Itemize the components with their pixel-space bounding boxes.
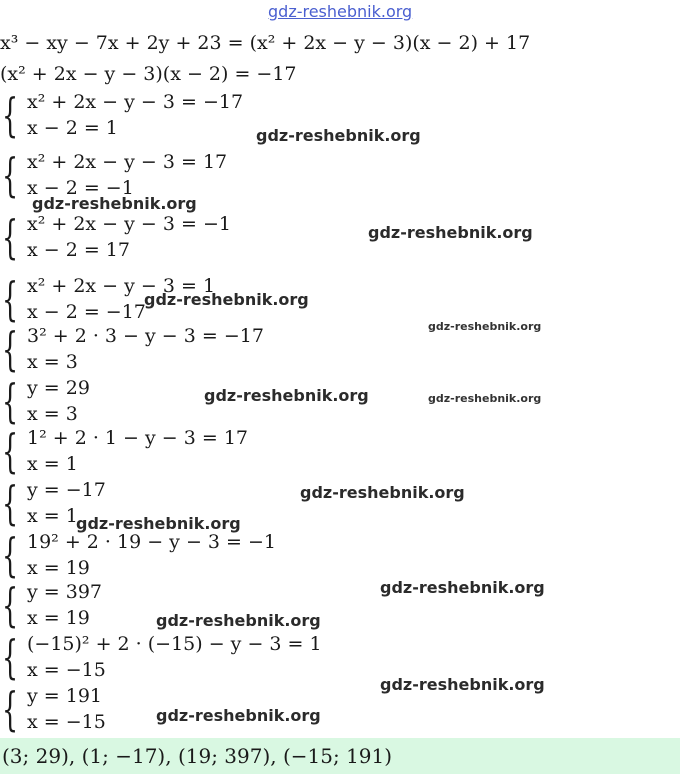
system-row: x = 3	[27, 403, 78, 425]
system-row: x² + 2x − y − 3 = −1	[27, 213, 231, 235]
equation-line-2: (x² + 2x − y − 3)(x − 2) = −17	[0, 63, 297, 85]
system-row: 1² + 2 · 1 − y − 3 = 17	[27, 427, 248, 449]
system-row: x − 2 = −17	[27, 301, 146, 323]
system-row: x = 1	[27, 505, 78, 527]
watermark: gdz-reshebnik.org	[428, 392, 542, 405]
watermark: gdz-reshebnik.org	[300, 483, 465, 502]
left-brace-icon: {	[2, 322, 19, 376]
watermark: gdz-reshebnik.org	[204, 386, 369, 405]
left-brace-icon: {	[2, 476, 19, 530]
system-row: y = 397	[27, 581, 102, 603]
watermark: gdz-reshebnik.org	[144, 290, 309, 309]
watermark-top: gdz-reshebnik.org	[268, 2, 413, 21]
system-row: x = −15	[27, 659, 106, 681]
system-row: x² + 2x − y − 3 = −17	[27, 91, 244, 113]
watermark: gdz-reshebnik.org	[380, 578, 545, 597]
left-brace-icon: {	[2, 630, 19, 684]
left-brace-icon: {	[2, 210, 19, 264]
left-brace-icon: {	[2, 682, 19, 736]
system-row: x − 2 = −1	[27, 177, 134, 199]
system-row: x = 3	[27, 351, 78, 373]
system-row: (−15)² + 2 · (−15) − y − 3 = 1	[27, 633, 322, 655]
answer-bar: (3; 29), (1; −17), (19; 397), (−15; 191)	[0, 738, 680, 774]
system-row: 19² + 2 · 19 − y − 3 = −1	[27, 531, 277, 553]
system-row: x = −15	[27, 711, 106, 733]
left-brace-icon: {	[2, 578, 19, 632]
system-row: x² + 2x − y − 3 = 1	[27, 275, 216, 297]
system-row: y = −17	[27, 479, 106, 501]
system-row: y = 29	[27, 377, 90, 399]
watermark: gdz-reshebnik.org	[428, 320, 542, 333]
watermark: gdz-reshebnik.org	[256, 126, 421, 145]
system-row: x² + 2x − y − 3 = 17	[27, 151, 228, 173]
system-row: x = 1	[27, 453, 78, 475]
watermark: gdz-reshebnik.org	[156, 706, 321, 725]
watermark: gdz-reshebnik.org	[156, 611, 321, 630]
system-row: 3² + 2 · 3 − y − 3 = −17	[27, 325, 264, 347]
system-row: x = 19	[27, 557, 90, 579]
watermark: gdz-reshebnik.org	[368, 223, 533, 242]
watermark: gdz-reshebnik.org	[380, 675, 545, 694]
system-row: x − 2 = 1	[27, 117, 118, 139]
left-brace-icon: {	[2, 374, 19, 428]
left-brace-icon: {	[2, 88, 19, 142]
equation-line-1: x³ − xy − 7x + 2y + 23 = (x² + 2x − y − 3)(x − 2) + 17	[0, 32, 531, 54]
system-row: x = 19	[27, 607, 90, 629]
watermark: gdz-reshebnik.org	[76, 514, 241, 533]
system-row: x − 2 = 17	[27, 239, 130, 261]
left-brace-icon: {	[2, 528, 19, 582]
left-brace-icon: {	[2, 148, 19, 202]
system-row: y = 191	[27, 685, 102, 707]
left-brace-icon: {	[2, 424, 19, 478]
left-brace-icon: {	[2, 272, 19, 326]
watermark: gdz-reshebnik.org	[32, 194, 197, 213]
